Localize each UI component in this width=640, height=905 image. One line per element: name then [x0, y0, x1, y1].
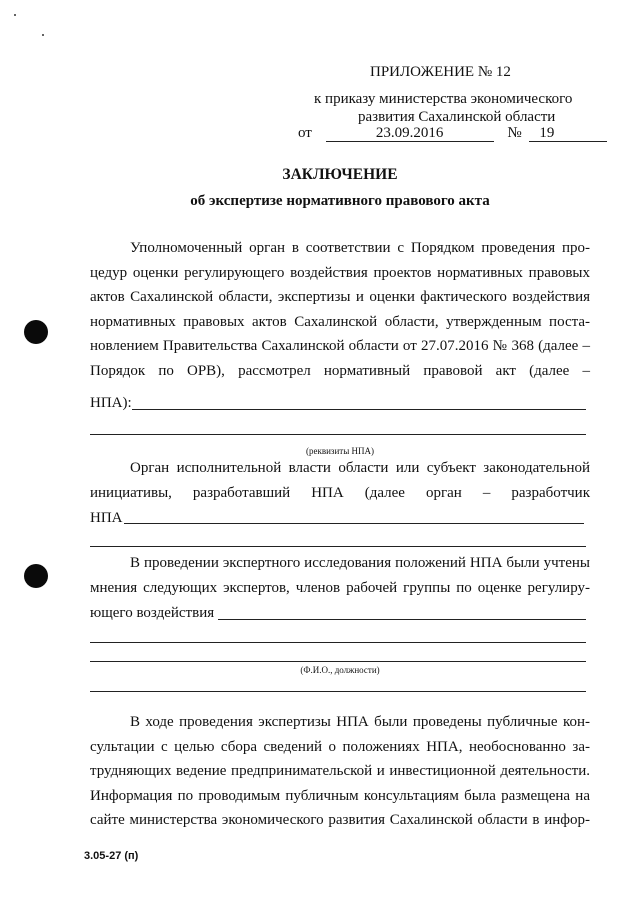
- para3-line: мнения следующих экспертов, членов рабочей группы по оценке регулиру-: [90, 579, 590, 596]
- footer-code: 3.05-27 (п): [84, 850, 139, 862]
- para1-line: цедур оценки регулирующего воздействия проектов нормативных правовых: [90, 264, 590, 281]
- experts-caption: (Ф.И.О., должности): [300, 665, 380, 675]
- developer-label: НПА: [90, 510, 123, 526]
- paragraph-developer: [90, 456, 590, 505]
- para4-line: сайте министерства экономического развития Сахалинской области в инфор-: [90, 812, 590, 829]
- from-label: от: [298, 125, 312, 141]
- appendix-line-2: развития Сахалинской области: [358, 109, 556, 125]
- npa-fill-line: [132, 409, 586, 410]
- para4-line: сультации с целью сбора сведений о положениях НПА, необоснованно за-: [90, 738, 590, 755]
- experts-label: ющего воздействия: [90, 605, 215, 621]
- appendix-date: 23.09.2016: [326, 125, 494, 142]
- para1-line: Уполномоченный орган в соответствии с Порядком проведения про-: [130, 240, 590, 256]
- para1-line: Порядок по ОРВ), рассмотрел нормативный правовой акт (далее –: [90, 362, 590, 379]
- document-subtitle: об экспертизе нормативного правового акта: [190, 193, 490, 209]
- document-title: ЗАКЛЮЧЕНИЕ: [282, 166, 398, 183]
- experts-line-4: [90, 691, 586, 692]
- experts-fill-line: [218, 619, 586, 620]
- punch-hole: [24, 564, 48, 588]
- para4-line: В ходе проведения экспертизы НПА были проведены публичные кон-: [130, 714, 590, 730]
- para1-line: нормативных правовых актов Сахалинской области, утвержденным поста-: [90, 313, 590, 330]
- scan-speck: [42, 34, 44, 36]
- para3-line: В проведении экспертного исследования положений НПА были учтены: [130, 555, 590, 571]
- appendix-line-1: к приказу министерства экономического: [314, 91, 573, 107]
- experts-line-3: [90, 661, 586, 662]
- para2-line: Орган исполнительной власти области или субъект законодательной: [130, 460, 590, 476]
- para4-line: трудняющих ведение предпринимательской и инвестиционной деятельности.: [90, 763, 590, 780]
- developer-fill-line: [124, 523, 584, 524]
- para2-line: инициативы, разработавший НПА (далее орган – разработчик: [90, 484, 590, 501]
- appendix-date-row: [298, 124, 607, 142]
- para1-line: новлением Правительства Сахалинской области от 27.07.2016 № 368 (далее –: [90, 338, 590, 355]
- paragraph-authorized-body: [90, 236, 590, 384]
- experts-line-2: [90, 642, 586, 643]
- scan-speck: [14, 14, 16, 16]
- appendix-number: 19: [529, 125, 607, 142]
- npa-details-line: [90, 434, 586, 435]
- npa-details-caption: (реквизиты НПА): [305, 446, 375, 456]
- paragraph-experts: [90, 551, 590, 600]
- punch-hole: [24, 320, 48, 344]
- para1-line: актов Сахалинской области, экспертизы и оценки фактического воздействия: [90, 289, 590, 306]
- number-label: №: [507, 125, 522, 141]
- appendix-title: ПРИЛОЖЕНИЕ № 12: [370, 64, 511, 80]
- npa-label: НПА):: [90, 395, 132, 411]
- developer-extra-line: [90, 546, 586, 547]
- paragraph-consultations: [90, 710, 590, 833]
- para4-line: Информация по проводимым публичным консультациям была размещена на: [90, 787, 590, 804]
